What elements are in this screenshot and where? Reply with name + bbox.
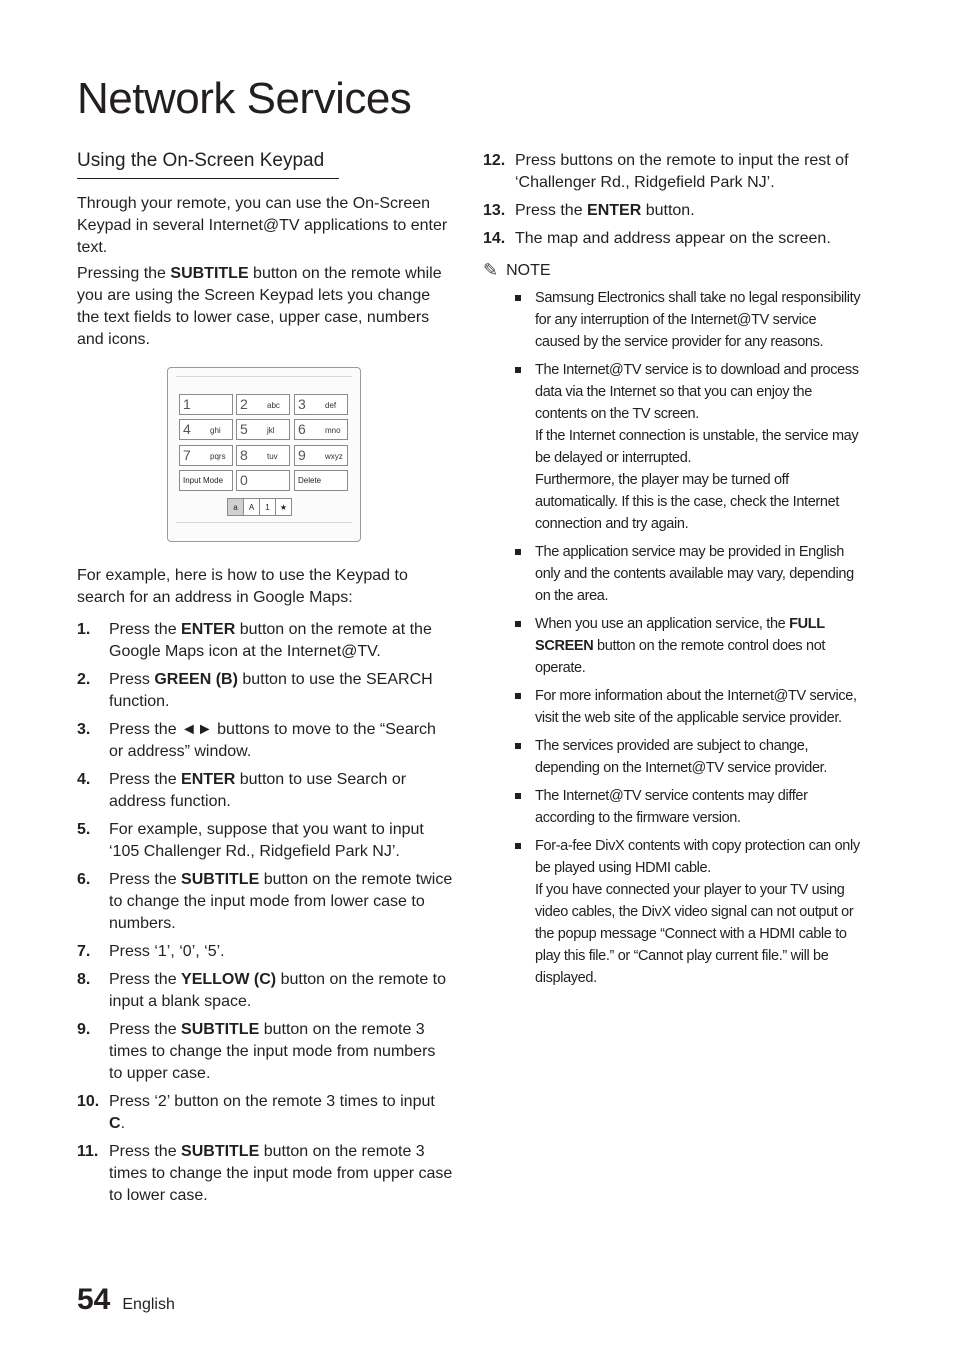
steps-list-right xyxy=(483,150,863,250)
square-bullet-icon xyxy=(515,793,521,799)
left-column xyxy=(77,150,453,355)
square-bullet-icon xyxy=(515,843,521,849)
text-run: Press the xyxy=(515,202,588,219)
text-run: button on the remote 3 times to change the input mode from upper case to lower case. xyxy=(109,1143,453,1204)
text-run: Press the ◄► buttons to move to the “Search or address” window. xyxy=(109,721,436,760)
input-mode-option: a xyxy=(227,498,244,516)
note-extra-text: If the Internet connection is unstable, the service may be delayed or interrupted. xyxy=(535,428,859,466)
step-number: 5. xyxy=(77,821,91,838)
key-number: 8 xyxy=(240,447,248,463)
step-item xyxy=(77,769,453,813)
bold-term: SUBTITLE xyxy=(181,871,260,888)
text-run: button on the remote while you are using the Screen Keypad lets you change the text fields to lower case, upper case, numbers and icons. xyxy=(77,265,442,348)
keypad-key xyxy=(236,470,290,491)
note-item xyxy=(515,287,863,353)
keypad-key xyxy=(179,419,233,440)
text-run: Press the xyxy=(109,621,182,638)
keypad-key xyxy=(294,394,348,415)
text-run: Press ‘2’ button on the remote 3 times to input xyxy=(109,1093,435,1110)
note-item xyxy=(515,613,863,679)
text-run: button on the remote twice to change the input mode from lower case to numbers. xyxy=(109,871,453,932)
text-run: button to use Search or address function. xyxy=(109,771,407,810)
notes-list xyxy=(483,287,863,989)
bold-term: SUBTITLE xyxy=(181,1021,260,1038)
step-item xyxy=(77,941,453,963)
key-letters: ghi xyxy=(210,426,221,435)
keypad-key xyxy=(294,419,348,440)
keypad-key xyxy=(179,394,233,415)
left-column-lower xyxy=(77,565,453,1213)
bold-term: SUBTITLE xyxy=(170,265,249,282)
note-extra-text: If you have connected your player to your TV using video cables, the DivX video signal can not output or the popup message “Connect with a HDMI cable to play this file.” or “Cannot play current file.” will be displayed. xyxy=(535,882,854,986)
text-run: For-a-fee DivX contents with copy protection can only be played using HDMI cable. xyxy=(535,838,860,876)
key-label: Input Mode xyxy=(183,476,224,485)
right-column xyxy=(483,150,863,995)
step-item xyxy=(77,819,453,863)
text-run: The Internet@TV service contents may differ according to the firmware version. xyxy=(535,788,808,826)
bold-term: ENTER xyxy=(587,202,642,219)
key-letters: wxyz xyxy=(325,452,343,461)
text-run: Press the xyxy=(109,1021,182,1038)
step-number: 6. xyxy=(77,871,91,888)
page-footer xyxy=(77,1283,175,1317)
text-run: button to use the SEARCH function. xyxy=(109,671,433,710)
step-item xyxy=(483,228,863,250)
text-run: button on the remote at the Google Maps icon at the Internet@TV. xyxy=(109,621,432,660)
text-run: Press the xyxy=(109,771,182,788)
step-item xyxy=(77,1019,453,1085)
text-run: The services provided are subject to change, depending on the Internet@TV service provider. xyxy=(535,738,828,776)
text-run: When you use an application service, the xyxy=(535,616,790,632)
square-bullet-icon xyxy=(515,693,521,699)
keypad-key xyxy=(294,470,348,491)
text-run: button on the remote 3 times to change the input mode from numbers to upper case. xyxy=(109,1021,436,1082)
keypad-key xyxy=(236,445,290,466)
key-letters: abc xyxy=(267,401,280,410)
note-item xyxy=(515,785,863,829)
keypad-key xyxy=(294,445,348,466)
step-item xyxy=(77,619,453,663)
intro-paragraph xyxy=(77,263,453,351)
language-label: English xyxy=(122,1296,175,1313)
text-run: Pressing the xyxy=(77,265,171,282)
text-run: For example, suppose that you want to input ‘105 Challenger Rd., Ridgefield Park NJ’. xyxy=(109,821,424,860)
step-number: 8. xyxy=(77,971,91,988)
step-number: 1. xyxy=(77,621,91,638)
input-mode-option: ★ xyxy=(275,498,292,516)
text-run: Through your remote, you can use the On-Screen Keypad in several Internet@TV applications to enter text. xyxy=(77,195,448,256)
step-item xyxy=(77,1141,453,1207)
step-item xyxy=(483,200,863,222)
note-item xyxy=(515,835,863,989)
key-number: 0 xyxy=(240,472,248,488)
step-item xyxy=(77,869,453,935)
text-run: button. xyxy=(641,202,695,219)
key-letters: jkl xyxy=(267,426,275,435)
keypad-key xyxy=(179,445,233,466)
bold-term: GREEN (B) xyxy=(154,671,238,688)
keypad-key xyxy=(236,419,290,440)
keypad-divider-bottom xyxy=(176,522,352,523)
steps-list-left xyxy=(77,619,453,1207)
key-label: Delete xyxy=(298,476,322,485)
bold-term: ENTER xyxy=(181,621,236,638)
note-item xyxy=(515,685,863,729)
key-number: 2 xyxy=(240,396,248,412)
step-number: 11. xyxy=(77,1143,99,1160)
intro-text xyxy=(77,193,453,351)
step-number: 9. xyxy=(77,1021,91,1038)
step-item xyxy=(77,969,453,1013)
input-mode-bar xyxy=(228,498,292,516)
input-mode-option: A xyxy=(243,498,260,516)
text-run: The map and address appear on the screen. xyxy=(515,230,831,247)
key-number: 3 xyxy=(298,396,306,412)
keypad-key xyxy=(179,470,233,491)
key-number: 9 xyxy=(298,447,306,463)
key-number: 4 xyxy=(183,421,191,437)
intro-paragraph xyxy=(77,193,453,259)
bold-term: YELLOW (C) xyxy=(181,971,277,988)
text-run: button on the remote to input a blank space. xyxy=(109,971,447,1010)
page-number: 54 xyxy=(77,1283,111,1316)
step-number: 4. xyxy=(77,771,91,788)
step-number: 7. xyxy=(77,943,91,960)
text-run: Press buttons on the remote to input the rest of ‘Challenger Rd., Ridgefield Park NJ’. xyxy=(515,152,849,191)
text-run: The application service may be provided in English only and the contents available may vary, depending on the area. xyxy=(535,544,854,604)
step-number: 2. xyxy=(77,671,91,688)
on-screen-keypad-illustration xyxy=(167,367,361,542)
step-number: 14. xyxy=(483,230,506,247)
step-number: 13. xyxy=(483,202,506,219)
square-bullet-icon xyxy=(515,743,521,749)
note-item xyxy=(515,359,863,535)
step-item xyxy=(77,1091,453,1135)
key-letters: def xyxy=(325,401,337,410)
key-letters: pqrs xyxy=(210,452,226,461)
text-run: Press the xyxy=(109,971,182,988)
text-run: Press the xyxy=(109,1143,182,1160)
key-number: 7 xyxy=(183,447,191,463)
bold-term: SUBTITLE xyxy=(181,1143,260,1160)
text-run: . xyxy=(120,1115,126,1132)
example-intro: For example, here is how to use the Keypad to search for an address in Google Maps: xyxy=(77,567,408,606)
bold-term: FULL SCREEN xyxy=(535,616,825,654)
text-run: For more information about the Internet@TV service, visit the web site of the applicable service provider. xyxy=(535,688,857,726)
square-bullet-icon xyxy=(515,295,521,301)
square-bullet-icon xyxy=(515,367,521,373)
step-item xyxy=(77,719,453,763)
section-heading: Using the On-Screen Keypad xyxy=(77,150,339,179)
text-run: button on the remote control does not operate. xyxy=(535,638,826,676)
text-run: The Internet@TV service is to download and process data via the Internet so that you can enjoy the contents on the TV screen. xyxy=(535,362,859,422)
step-number: 10. xyxy=(77,1093,100,1110)
step-item xyxy=(77,669,453,713)
input-mode-option: 1 xyxy=(259,498,276,516)
key-number: 5 xyxy=(240,421,248,437)
step-item xyxy=(483,150,863,194)
note-heading xyxy=(483,260,863,281)
bold-term: C xyxy=(109,1115,121,1132)
pencil-note-icon: ✎ xyxy=(483,260,499,280)
step-number: 3. xyxy=(77,721,91,738)
text-run: Press ‘1’, ‘0’, ‘5’. xyxy=(109,943,225,960)
note-extra-text: Furthermore, the player may be turned off automatically. If this is the case, check the Internet connection and try again. xyxy=(535,472,840,532)
keypad-divider-top xyxy=(176,376,352,377)
page-title: Network Services xyxy=(77,74,412,123)
text-run: Samsung Electronics shall take no legal responsibility for any interruption of the Internet@TV service caused by the service provider for any reasons. xyxy=(535,290,861,350)
key-number: 1 xyxy=(183,396,191,412)
square-bullet-icon xyxy=(515,549,521,555)
key-letters: mno xyxy=(325,426,341,435)
text-run: Press the xyxy=(109,871,182,888)
note-label: NOTE xyxy=(506,261,551,279)
text-run: Press xyxy=(109,671,155,688)
keypad-key xyxy=(236,394,290,415)
key-number: 6 xyxy=(298,421,306,437)
step-number: 12. xyxy=(483,152,506,169)
bold-term: ENTER xyxy=(181,771,236,788)
note-item xyxy=(515,541,863,607)
key-letters: tuv xyxy=(267,452,278,461)
note-item xyxy=(515,735,863,779)
square-bullet-icon xyxy=(515,621,521,627)
